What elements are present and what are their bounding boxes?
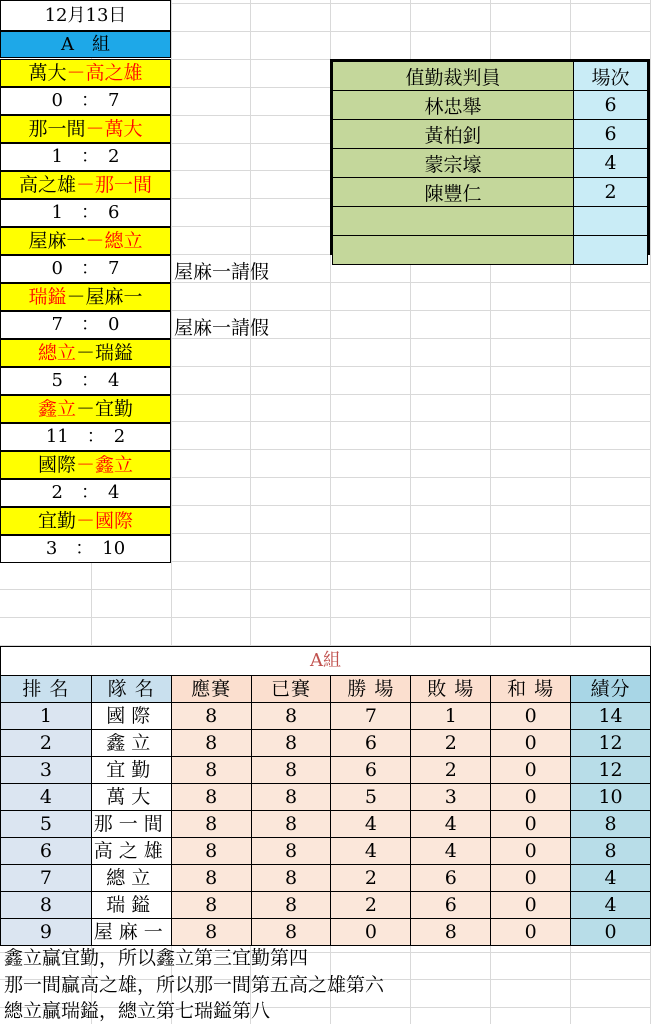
referee-row	[333, 178, 648, 207]
match-score-cell[interactable]: 0 ： 7	[0, 255, 171, 283]
wins-cell[interactable]: 4	[331, 838, 411, 865]
team-cell[interactable]: 鑫立	[91, 730, 171, 757]
match-title-cell[interactable]	[0, 395, 171, 423]
referee-header-count[interactable]: 場次	[574, 62, 648, 91]
wins-cell[interactable]: 6	[331, 757, 411, 784]
scheduled-cell[interactable]: 8	[171, 784, 251, 811]
played-cell[interactable]: 8	[251, 838, 331, 865]
standings-row	[1, 784, 651, 811]
points-cell[interactable]: 4	[571, 892, 651, 919]
rank-cell[interactable]: 6	[1, 838, 92, 865]
losses-cell[interactable]: 2	[411, 730, 491, 757]
wins-cell[interactable]: 2	[331, 865, 411, 892]
draws-cell[interactable]: 0	[491, 730, 571, 757]
footnote-line[interactable]: 那一間贏高之雄，所以那一間第五高之雄第六	[4, 974, 385, 996]
away-team: 總立	[104, 230, 143, 252]
points-cell[interactable]: 10	[571, 784, 651, 811]
match-score-cell[interactable]: 0 ： 7	[0, 87, 171, 115]
versus-separator: －	[66, 286, 86, 308]
away-team: 瑞鎰	[95, 342, 134, 364]
match-title-cell[interactable]	[0, 451, 171, 479]
standings-title[interactable]: A組	[1, 647, 651, 676]
played-cell[interactable]: 8	[251, 730, 331, 757]
home-team: 瑞鎰	[28, 286, 67, 308]
standings-row	[1, 865, 651, 892]
standings-table	[0, 646, 651, 943]
losses-cell[interactable]: 3	[411, 784, 491, 811]
versus-separator: －	[75, 342, 95, 364]
standings-row	[1, 892, 651, 919]
played-cell[interactable]: 8	[251, 703, 331, 730]
points-cell[interactable]: 8	[571, 811, 651, 838]
points-cell[interactable]: 12	[571, 757, 651, 784]
away-team: 宜勤	[95, 398, 134, 420]
footnote-line[interactable]: 鑫立贏宜勤，所以鑫立第三宜勤第四	[4, 947, 309, 969]
losses-cell[interactable]: 2	[411, 757, 491, 784]
rank-cell[interactable]: 1	[1, 703, 92, 730]
versus-separator: －	[85, 230, 105, 252]
rank-cell[interactable]: 5	[1, 811, 92, 838]
referee-table	[330, 59, 650, 255]
home-team: 總立	[37, 342, 76, 364]
losses-cell[interactable]: 8	[411, 919, 491, 946]
rank-cell[interactable]: 7	[1, 865, 92, 892]
date-cell[interactable]: 12月13日	[0, 0, 171, 31]
team-cell[interactable]: 萬大	[91, 784, 171, 811]
away-team: 屋麻一	[85, 286, 143, 308]
match-score-cell[interactable]: 2 ： 4	[0, 479, 171, 507]
scheduled-cell[interactable]: 8	[171, 892, 251, 919]
standings-row	[1, 811, 651, 838]
team-cell[interactable]: 國際	[91, 703, 171, 730]
losses-cell[interactable]: 6	[411, 892, 491, 919]
away-team: 萬大	[104, 118, 143, 140]
versus-separator: －	[66, 62, 86, 84]
team-header[interactable]: 隊 名	[91, 676, 171, 703]
referee-name[interactable]	[333, 207, 574, 236]
scheduled-cell[interactable]: 8	[171, 865, 251, 892]
team-cell[interactable]: 屋麻一	[91, 919, 171, 946]
match-score-cell[interactable]: 1 ： 6	[0, 199, 171, 227]
match-score-cell[interactable]: 3 ： 10	[0, 535, 171, 563]
rank-cell[interactable]: 9	[1, 919, 92, 946]
rank-header[interactable]: 排 名	[1, 676, 92, 703]
draws-cell[interactable]: 0	[491, 838, 571, 865]
referee-name[interactable]: 黃柏釗	[333, 120, 574, 149]
played-cell[interactable]: 8	[251, 784, 331, 811]
team-cell[interactable]: 宜勤	[91, 757, 171, 784]
scheduled-cell[interactable]: 8	[171, 703, 251, 730]
home-team: 宜勤	[37, 510, 76, 532]
match-title-cell[interactable]	[0, 115, 171, 143]
played-cell[interactable]: 8	[251, 865, 331, 892]
draws-cell[interactable]: 0	[491, 892, 571, 919]
draws-cell[interactable]: 0	[491, 784, 571, 811]
played-header[interactable]: 已賽	[251, 676, 331, 703]
rank-cell[interactable]: 2	[1, 730, 92, 757]
wins-cell[interactable]: 4	[331, 811, 411, 838]
points-cell[interactable]: 0	[571, 919, 651, 946]
away-team: 鑫立	[95, 454, 134, 476]
away-team: 那一間	[95, 174, 153, 196]
standings-row	[1, 838, 651, 865]
away-team: 高之雄	[85, 62, 143, 84]
wins-cell[interactable]: 2	[331, 892, 411, 919]
absence-note-cell[interactable]: 屋麻一請假	[174, 317, 270, 339]
points-cell[interactable]: 12	[571, 730, 651, 757]
group-label-cell[interactable]: A 組	[0, 31, 171, 58]
match-title-cell[interactable]	[0, 507, 171, 535]
home-team: 高之雄	[18, 174, 76, 196]
standings-row	[1, 703, 651, 730]
home-team: 國際	[37, 454, 76, 476]
referee-count[interactable]: 4	[574, 149, 648, 178]
match-score-cell[interactable]: 7 ： 0	[0, 311, 171, 339]
rank-cell[interactable]: 4	[1, 784, 92, 811]
losses-cell[interactable]: 6	[411, 865, 491, 892]
wins-cell[interactable]: 7	[331, 703, 411, 730]
team-cell[interactable]: 瑞鎰	[91, 892, 171, 919]
match-title-cell[interactable]	[0, 283, 171, 311]
losses-cell[interactable]: 4	[411, 811, 491, 838]
wins-header[interactable]: 勝 場	[331, 676, 411, 703]
played-cell[interactable]: 8	[251, 919, 331, 946]
referee-header-name[interactable]: 值勤裁判員	[333, 62, 574, 91]
home-team: 萬大	[28, 62, 67, 84]
home-team: 那一間	[28, 118, 86, 140]
wins-cell[interactable]: 0	[331, 919, 411, 946]
scheduled-cell[interactable]: 8	[171, 757, 251, 784]
away-team: 國際	[95, 510, 134, 532]
scheduled-header[interactable]: 應賽	[171, 676, 251, 703]
wins-cell[interactable]: 5	[331, 784, 411, 811]
draws-cell[interactable]: 0	[491, 865, 571, 892]
referee-name[interactable]	[333, 236, 574, 265]
referee-count[interactable]: 6	[574, 120, 648, 149]
scheduled-cell[interactable]: 8	[171, 730, 251, 757]
referee-count[interactable]	[574, 207, 648, 236]
played-cell[interactable]: 8	[251, 892, 331, 919]
draws-cell[interactable]: 0	[491, 703, 571, 730]
losses-cell[interactable]: 1	[411, 703, 491, 730]
referee-row	[333, 120, 648, 149]
rank-cell[interactable]: 8	[1, 892, 92, 919]
versus-separator: －	[85, 118, 105, 140]
versus-separator: －	[75, 454, 95, 476]
referee-row	[333, 236, 648, 265]
referee-count[interactable]	[574, 236, 648, 265]
referee-name[interactable]: 蒙宗壕	[333, 149, 574, 178]
referee-row	[333, 149, 648, 178]
match-score-cell[interactable]: 1 ： 2	[0, 143, 171, 171]
match-score-cell[interactable]: 5 ： 4	[0, 367, 171, 395]
standings-row	[1, 730, 651, 757]
versus-separator: －	[75, 510, 95, 532]
match-title-cell[interactable]	[0, 339, 171, 367]
standings-row	[1, 757, 651, 784]
rank-cell[interactable]: 3	[1, 757, 92, 784]
referee-row	[333, 207, 648, 236]
referee-name[interactable]: 林忠舉	[333, 91, 574, 120]
absence-note-cell[interactable]: 屋麻一請假	[174, 261, 270, 283]
team-cell[interactable]: 高之雄	[91, 838, 171, 865]
scheduled-cell[interactable]: 8	[171, 838, 251, 865]
match-title-cell[interactable]	[0, 171, 171, 199]
losses-cell[interactable]: 4	[411, 838, 491, 865]
scheduled-cell[interactable]: 8	[171, 811, 251, 838]
team-cell[interactable]: 那一間	[91, 811, 171, 838]
versus-separator: －	[75, 398, 95, 420]
points-cell[interactable]: 14	[571, 703, 651, 730]
points-cell[interactable]: 8	[571, 838, 651, 865]
home-team: 屋麻一	[28, 230, 86, 252]
played-cell[interactable]: 8	[251, 757, 331, 784]
standings-row	[1, 919, 651, 946]
referee-count[interactable]: 2	[574, 178, 648, 207]
match-title-cell[interactable]	[0, 59, 171, 87]
footnote-line[interactable]: 總立贏瑞鎰，總立第七瑞鎰第八	[4, 1000, 271, 1022]
draws-cell[interactable]: 0	[491, 919, 571, 946]
home-team: 鑫立	[37, 398, 76, 420]
team-cell[interactable]: 總立	[91, 865, 171, 892]
losses-header[interactable]: 敗 場	[411, 676, 491, 703]
played-cell[interactable]: 8	[251, 811, 331, 838]
wins-cell[interactable]: 6	[331, 730, 411, 757]
referee-count[interactable]: 6	[574, 91, 648, 120]
draws-header[interactable]: 和 場	[491, 676, 571, 703]
referee-name[interactable]: 陳豐仁	[333, 178, 574, 207]
points-header[interactable]: 績分	[571, 676, 651, 703]
match-score-cell[interactable]: 11 ： 2	[0, 423, 171, 451]
referee-row	[333, 91, 648, 120]
points-cell[interactable]: 4	[571, 865, 651, 892]
scheduled-cell[interactable]: 8	[171, 919, 251, 946]
draws-cell[interactable]: 0	[491, 811, 571, 838]
match-title-cell[interactable]	[0, 227, 171, 255]
draws-cell[interactable]: 0	[491, 757, 571, 784]
versus-separator: －	[75, 174, 95, 196]
